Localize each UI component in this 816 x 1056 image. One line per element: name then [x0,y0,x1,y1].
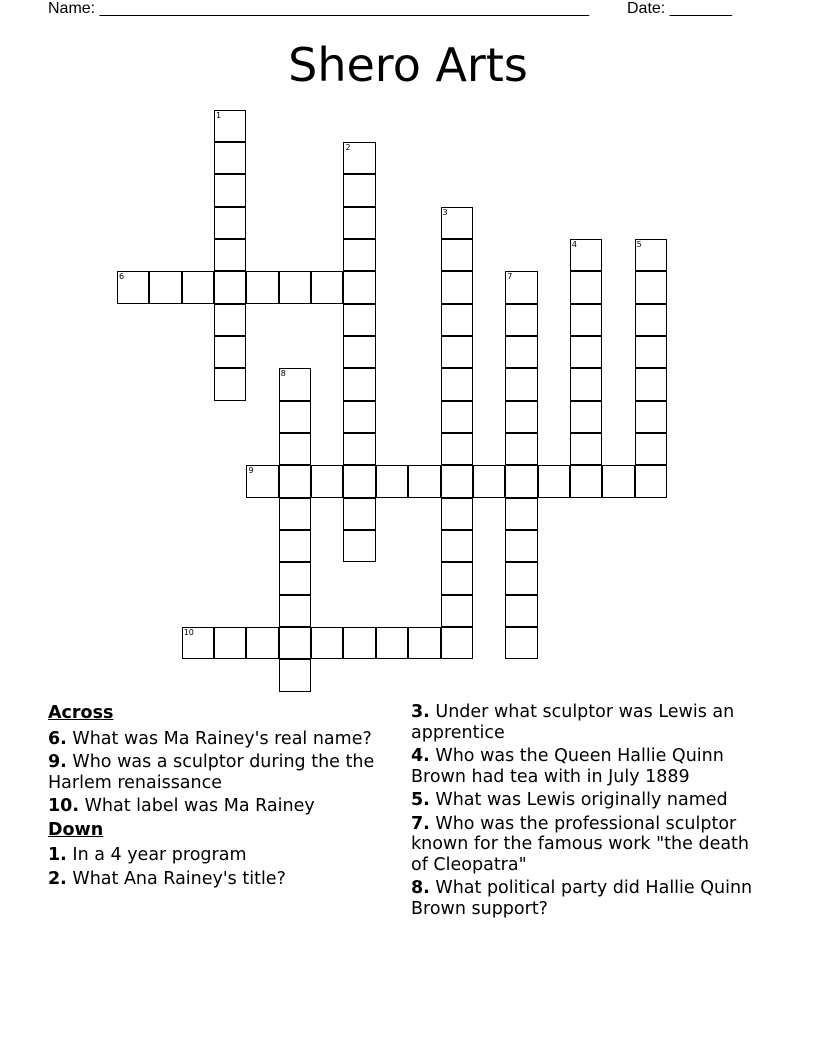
grid-cell[interactable] [182,271,214,303]
clue-down-3 [411,702,761,743]
grid-cell[interactable] [279,271,311,303]
grid-cell[interactable] [214,271,246,303]
grid-cell[interactable] [376,627,408,659]
grid-cell[interactable] [343,304,375,336]
grid-cell[interactable] [505,401,537,433]
grid-cell[interactable] [343,401,375,433]
grid-cell[interactable] [635,271,667,303]
clue-across-9 [48,752,398,793]
clue-down-8 [411,878,761,919]
grid-cell[interactable] [441,498,473,530]
grid-cell[interactable] [441,239,473,271]
grid-cell[interactable] [343,336,375,368]
grid-cell[interactable] [570,271,602,303]
grid-cell[interactable] [538,465,570,497]
clue-down-5 [411,790,761,811]
grid-cell[interactable] [602,465,634,497]
grid-cell[interactable] [635,433,667,465]
clue-text: What political party did Hallie Quinn Brown support? [411,878,753,919]
grid-cell[interactable] [214,627,246,659]
grid-cell[interactable] [570,465,602,497]
date-field[interactable]: Date: _______ [627,0,732,17]
grid-cell[interactable] [246,627,278,659]
grid-cell[interactable] [149,271,181,303]
grid-cell[interactable] [505,304,537,336]
clue-text: Who was a sculptor during the the Harlem renaissance [48,752,375,793]
grid-cell[interactable] [441,336,473,368]
grid-cell[interactable] [311,465,343,497]
grid-cell[interactable] [505,336,537,368]
clue-down-7 [411,814,761,876]
cell-number: 3 [442,207,448,217]
grid-cell[interactable] [279,498,311,530]
grid-cell[interactable] [214,239,246,271]
grid-cell[interactable] [441,530,473,562]
grid-cell[interactable] [505,271,537,303]
clue-number: 10. [48,796,80,816]
grid-cell[interactable] [279,530,311,562]
grid-cell[interactable] [441,368,473,400]
cell-number: 4 [571,239,577,249]
clue-text: What was Ma Rainey's real name? [72,728,372,749]
grid-cell[interactable] [279,433,311,465]
grid-cell[interactable] [343,142,375,174]
grid-cell[interactable] [570,239,602,271]
grid-cell[interactable] [635,239,667,271]
clue-number: 8. [411,878,430,898]
across-heading: Across [48,703,114,723]
clue-down-1 [48,845,398,866]
name-field[interactable]: Name: _______________________________________________________ [48,0,589,17]
clue-number: 2. [48,868,67,889]
grid-cell[interactable] [441,465,473,497]
grid-cell[interactable] [279,368,311,400]
grid-cell[interactable] [441,304,473,336]
cell-number: 6 [119,272,125,282]
grid-cell[interactable] [214,207,246,239]
grid-cell[interactable] [246,465,278,497]
clue-number: 9. [48,752,67,772]
grid-cell[interactable] [182,627,214,659]
cell-number: 10 [183,628,194,638]
grid-cell[interactable] [570,368,602,400]
grid-cell[interactable] [635,336,667,368]
grid-cell[interactable] [246,271,278,303]
grid-cell[interactable] [441,207,473,239]
grid-cell[interactable] [570,304,602,336]
grid-cell[interactable] [505,530,537,562]
cell-number: 9 [248,466,254,476]
clue-number: 5. [411,790,430,810]
grid-cell[interactable] [570,336,602,368]
grid-cell[interactable] [343,433,375,465]
grid-cell[interactable] [408,465,440,497]
grid-cell[interactable] [343,627,375,659]
clue-text: Who was the Queen Hallie Quinn Brown had tea with in July 1889 [411,746,724,787]
grid-cell[interactable] [505,595,537,627]
grid-cell[interactable] [343,465,375,497]
grid-cell[interactable] [117,271,149,303]
clue-text: Who was the professional sculptor known for the famous work "the death of Cleopatra" [411,813,750,875]
clue-text: What label was Ma Rainey [84,796,315,816]
grid-cell[interactable] [279,627,311,659]
grid-cell[interactable] [505,368,537,400]
grid-cell[interactable] [311,271,343,303]
grid-cell[interactable] [343,207,375,239]
grid-cell[interactable] [441,627,473,659]
clue-number: 7. [411,813,430,834]
grid-cell[interactable] [343,174,375,206]
grid-cell[interactable] [570,401,602,433]
grid-cell[interactable] [635,465,667,497]
down-heading: Down [48,819,104,840]
cell-number: 7 [507,272,513,282]
grid-cell[interactable] [635,368,667,400]
grid-cell[interactable] [408,627,440,659]
cell-number: 8 [280,369,286,379]
clue-text: In a 4 year program [72,845,247,865]
cell-number: 1 [216,110,222,120]
clue-across-6 [48,729,398,750]
grid-cell[interactable] [343,498,375,530]
grid-cell[interactable] [505,498,537,530]
page-title: Shero Arts [288,38,528,92]
grid-cell[interactable] [311,627,343,659]
clue-down-2 [48,869,398,890]
grid-cell[interactable] [635,401,667,433]
clue-down-4 [411,746,761,787]
grid-cell[interactable] [505,433,537,465]
clue-number: 6. [48,728,67,749]
clue-text: What Ana Rainey's title? [72,868,286,889]
grid-cell[interactable] [214,304,246,336]
cell-number: 2 [345,142,351,152]
grid-cell[interactable] [441,562,473,594]
clue-number: 3. [411,702,430,722]
grid-cell[interactable] [441,271,473,303]
grid-cell[interactable] [214,110,246,142]
grid-cell[interactable] [214,142,246,174]
grid-cell[interactable] [570,433,602,465]
grid-cell[interactable] [505,562,537,594]
clue-text: What was Lewis originally named [435,790,728,810]
grid-cell[interactable] [279,465,311,497]
grid-cell[interactable] [343,530,375,562]
grid-cell[interactable] [343,239,375,271]
grid-cell[interactable] [441,433,473,465]
grid-cell[interactable] [279,401,311,433]
grid-cell[interactable] [505,627,537,659]
grid-cell[interactable] [214,368,246,400]
cell-number: 5 [636,239,642,249]
grid-cell[interactable] [214,174,246,206]
grid-cell[interactable] [214,336,246,368]
grid-cell[interactable] [343,271,375,303]
grid-cell[interactable] [279,659,311,691]
grid-cell[interactable] [635,304,667,336]
grid-cell[interactable] [441,595,473,627]
grid-cell[interactable] [473,465,505,497]
clues-right-column [411,702,761,922]
grid-cell[interactable] [279,595,311,627]
clue-number: 4. [411,746,430,766]
grid-cell[interactable] [376,465,408,497]
grid-cell[interactable] [343,368,375,400]
clue-across-10 [48,796,398,817]
grid-cell[interactable] [279,562,311,594]
grid-cell[interactable] [441,401,473,433]
clue-text: Under what sculptor was Lewis an apprentice [411,702,735,743]
clues-left-column [48,702,398,892]
grid-cell[interactable] [505,465,537,497]
clue-number: 1. [48,845,67,865]
